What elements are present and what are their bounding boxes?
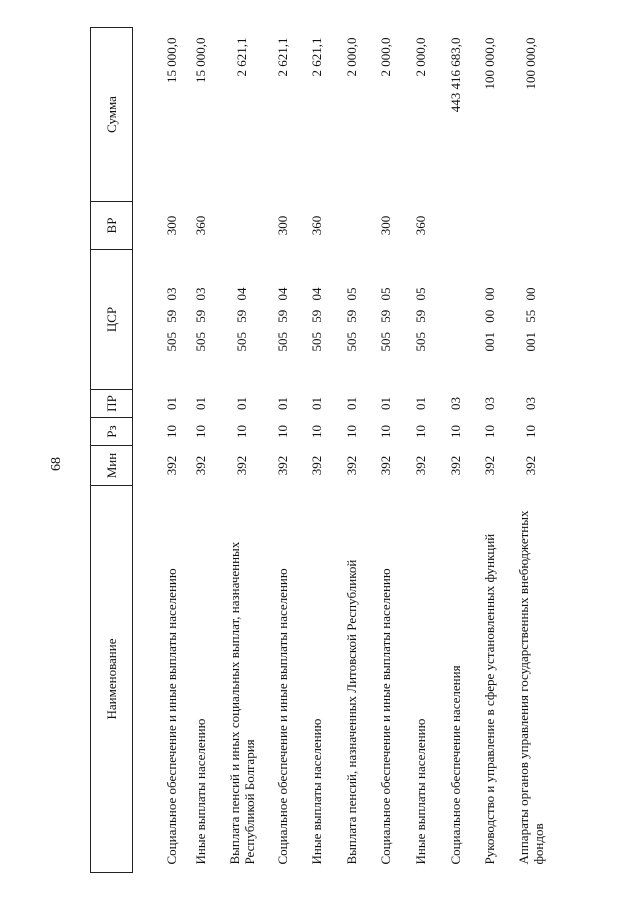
row-sum: 100 000,0 [482, 37, 497, 90]
row-name: Руководство и управление в сфере установленных функций [482, 533, 497, 865]
row-csr [369, 250, 403, 390]
row-name: Социальное обеспечение населения [448, 665, 463, 865]
table-row [299, 28, 334, 873]
row-rz: 10 [234, 425, 249, 438]
budget-table-frame [90, 28, 550, 873]
row-min: 392 [343, 455, 359, 476]
row-csr-value: 505 59 04 [274, 287, 290, 352]
row-name: Социальное обеспечение и иные выплаты населению [163, 568, 179, 865]
row-min: 392 [192, 455, 208, 476]
row-pr: 01 [343, 397, 359, 410]
row-csr [183, 250, 218, 390]
header-pr: ПР [91, 390, 133, 418]
row-name: Социальное обеспечение и иные выплаты населению [378, 568, 393, 865]
table-row [266, 28, 299, 873]
row-pr: 01 [163, 397, 179, 410]
row-name: Аппараты органов управления государственных внебюджетных фондов [515, 510, 546, 865]
row-sum: 15 000,0 [192, 37, 208, 83]
row-rz: 10 [523, 425, 538, 438]
row-name: Иные выплаты населению [413, 718, 428, 865]
row-pr: 01 [234, 397, 249, 410]
table-row [183, 28, 218, 873]
header-name: Наименование [91, 486, 133, 873]
header-rz: Рз [91, 418, 133, 446]
row-csr [507, 250, 555, 390]
row-pr: 01 [274, 397, 290, 410]
row-csr-value: 505 59 03 [163, 287, 179, 352]
row-rz: 10 [378, 425, 393, 438]
row-sum: 2 621,1 [274, 37, 290, 77]
row-min: 392 [308, 455, 324, 476]
table-row [218, 28, 266, 873]
row-min: 392 [163, 455, 179, 476]
row-csr-value: 505 59 03 [192, 287, 208, 352]
row-name: Иные выплаты населению [192, 718, 208, 865]
row-csr-value: 505 59 05 [413, 287, 428, 352]
table-row [473, 28, 507, 873]
row-sum: 2 621,1 [234, 37, 249, 77]
table-row [133, 28, 183, 873]
table-header-row [91, 28, 133, 873]
row-pr: 01 [378, 397, 393, 410]
row-vr: 300 [378, 215, 393, 236]
row-min: 392 [523, 455, 538, 476]
page-number: 68 [49, 457, 64, 471]
row-min: 392 [448, 455, 463, 476]
row-rz: 10 [413, 425, 428, 438]
row-vr: 360 [308, 215, 324, 236]
row-vr: 360 [413, 215, 428, 236]
row-sum: 2 621,1 [308, 37, 324, 77]
header-sum: Сумма [91, 28, 133, 202]
row-pr: 03 [523, 397, 538, 410]
row-rz: 10 [308, 425, 324, 438]
row-sum: 2 000,0 [343, 37, 359, 77]
budget-table [90, 27, 555, 873]
header-csr: ЦСР [91, 250, 133, 390]
table-row [439, 28, 473, 873]
row-rz: 10 [163, 425, 179, 438]
row-csr [439, 250, 473, 390]
header-min: Мин [91, 446, 133, 486]
row-vr [218, 202, 266, 250]
row-pr: 03 [448, 397, 463, 410]
row-vr [334, 202, 369, 250]
row-pr: 01 [192, 397, 208, 410]
row-pr: 01 [308, 397, 324, 410]
row-vr [473, 202, 507, 250]
row-min: 392 [413, 455, 428, 476]
row-csr-value: 505 59 05 [378, 287, 393, 352]
row-sum: 443 416 683,0 [448, 37, 463, 113]
row-csr [299, 250, 334, 390]
row-rz: 10 [274, 425, 290, 438]
row-min: 392 [482, 455, 497, 476]
table-row [369, 28, 403, 873]
table-row [334, 28, 369, 873]
row-name: Иные выплаты населению [308, 718, 324, 865]
row-csr [133, 250, 183, 390]
row-name: Выплата пенсий, назначенных Литовской Республикой [343, 559, 359, 865]
row-rz: 10 [448, 425, 463, 438]
row-vr: 300 [274, 215, 290, 236]
row-rz: 10 [343, 425, 359, 438]
table-row [403, 28, 439, 873]
row-csr-value: 001 55 00 [523, 287, 538, 352]
row-rz: 10 [192, 425, 208, 438]
row-pr: 01 [413, 397, 428, 410]
row-min: 392 [378, 455, 393, 476]
row-sum: 100 000,0 [523, 37, 538, 90]
row-sum: 2 000,0 [413, 37, 428, 77]
row-vr [439, 202, 473, 250]
row-vr: 360 [192, 215, 208, 236]
row-vr [507, 202, 555, 250]
row-min: 392 [274, 455, 290, 476]
row-csr-value: 505 59 05 [343, 287, 359, 352]
row-csr [473, 250, 507, 390]
row-csr-value: 505 59 04 [308, 287, 324, 352]
row-csr [403, 250, 439, 390]
row-vr: 300 [163, 215, 179, 236]
row-csr [266, 250, 299, 390]
row-name: Выплата пенсий и иных социальных выплат, назначенных Республикой Болгария [226, 541, 257, 865]
row-csr-value: 001 00 00 [482, 287, 497, 352]
row-name: Социальное обеспечение и иные выплаты населению [274, 568, 290, 865]
row-csr-value: 505 59 04 [234, 287, 249, 352]
row-sum: 2 000,0 [378, 37, 393, 77]
row-pr: 03 [482, 397, 497, 410]
header-vr: ВР [91, 202, 133, 250]
row-min: 392 [234, 455, 249, 476]
table-row [507, 28, 555, 873]
row-csr [334, 250, 369, 390]
row-csr [218, 250, 266, 390]
row-sum: 15 000,0 [163, 37, 179, 83]
row-rz: 10 [482, 425, 497, 438]
